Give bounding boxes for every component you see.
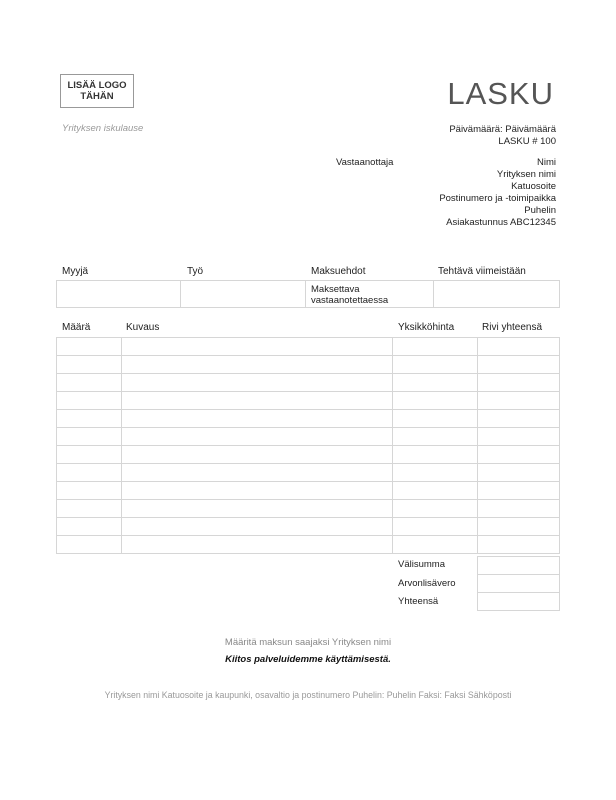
unit-price-cell[interactable]: [393, 410, 478, 428]
company-address-line: Yrityksen nimi Katuosoite ja kaupunki, osavaltio ja postinumero Puhelin: Puhelin Faksi: Faksi Sähköposti: [104, 690, 512, 700]
header-description: Kuvaus: [126, 322, 160, 333]
table-row: [57, 410, 560, 428]
invoice-date: Päivämäärä: Päivämäärä: [449, 124, 556, 135]
table-row: [57, 500, 560, 518]
quantity-cell[interactable]: [57, 392, 122, 410]
thanks-message: Kiitos palveluidemme käyttämisestä.: [225, 654, 391, 665]
line-total-cell[interactable]: [478, 518, 560, 536]
payment-terms-value: Maksettava vastaanotettaessa: [311, 284, 389, 306]
quantity-cell[interactable]: [57, 536, 122, 554]
quantity-cell[interactable]: [57, 464, 122, 482]
quantity-cell[interactable]: [57, 500, 122, 518]
recipient-label: Vastaanottaja: [336, 157, 394, 168]
total-label: Yhteensä: [398, 596, 439, 607]
description-cell[interactable]: [121, 536, 392, 554]
recipient-customer-id: Asiakastunnus ABC12345: [446, 217, 556, 228]
unit-price-cell[interactable]: [393, 500, 478, 518]
table-row: [57, 356, 560, 374]
table-row: [57, 446, 560, 464]
table-row: [57, 428, 560, 446]
description-cell[interactable]: [121, 356, 392, 374]
line-total-cell[interactable]: [478, 500, 560, 518]
line-total-cell[interactable]: [478, 446, 560, 464]
description-cell[interactable]: [121, 446, 392, 464]
description-cell[interactable]: [121, 410, 392, 428]
description-cell[interactable]: [121, 428, 392, 446]
line-total-cell[interactable]: [478, 392, 560, 410]
description-cell[interactable]: [121, 374, 392, 392]
line-total-cell[interactable]: [478, 338, 560, 356]
line-total-cell[interactable]: [478, 356, 560, 374]
header-payment-terms: Maksuehdot: [311, 266, 366, 277]
table-row: [57, 338, 560, 356]
header-due-date: Tehtävä viimeistään: [438, 266, 526, 277]
line-total-cell[interactable]: [478, 410, 560, 428]
line-total-cell[interactable]: [478, 464, 560, 482]
unit-price-cell[interactable]: [393, 356, 478, 374]
seller-cell[interactable]: [56, 280, 181, 308]
line-total-cell[interactable]: [478, 536, 560, 554]
quantity-cell[interactable]: [57, 518, 122, 536]
table-row: [57, 464, 560, 482]
quantity-cell[interactable]: [57, 338, 122, 356]
recipient-company: Yrityksen nimi: [496, 169, 556, 180]
line-total-cell[interactable]: [478, 482, 560, 500]
table-row: [57, 482, 560, 500]
subtotal-label: Välisumma: [398, 559, 445, 570]
header-unit-price: Yksikköhinta: [398, 322, 455, 333]
header-seller: Myyjä: [62, 266, 89, 277]
logo-text-line2: TÄHÄN: [80, 91, 114, 102]
description-cell[interactable]: [121, 338, 392, 356]
unit-price-cell[interactable]: [393, 446, 478, 464]
unit-price-cell[interactable]: [393, 374, 478, 392]
payment-note: Määritä maksun saajaksi Yrityksen nimi: [224, 637, 392, 648]
quantity-cell[interactable]: [57, 356, 122, 374]
recipient-name: Nimi: [537, 157, 556, 168]
table-row: [57, 374, 560, 392]
description-cell[interactable]: [121, 464, 392, 482]
job-cell[interactable]: [180, 280, 306, 308]
line-total-cell[interactable]: [478, 428, 560, 446]
invoice-title: LASKU: [447, 76, 554, 111]
unit-price-cell[interactable]: [393, 338, 478, 356]
description-cell[interactable]: [121, 500, 392, 518]
recipient-street: Katuosoite: [511, 181, 556, 192]
header-quantity: Määrä: [62, 322, 91, 333]
logo-text-line1: LISÄÄ LOGO: [67, 80, 127, 91]
table-row: [57, 518, 560, 536]
quantity-cell[interactable]: [57, 482, 122, 500]
quantity-cell[interactable]: [57, 428, 122, 446]
quantity-cell[interactable]: [57, 374, 122, 392]
total-value-cell[interactable]: [477, 592, 560, 611]
unit-price-cell[interactable]: [393, 428, 478, 446]
invoice-number: LASKU # 100: [498, 136, 556, 147]
tax-value-cell[interactable]: [477, 574, 560, 593]
unit-price-cell[interactable]: [393, 536, 478, 554]
recipient-phone: Puhelin: [524, 205, 556, 216]
tax-label: Arvonlisävero: [398, 578, 456, 589]
quantity-cell[interactable]: [57, 446, 122, 464]
header-line-total: Rivi yhteensä: [482, 322, 543, 333]
table-row: [57, 392, 560, 410]
line-total-cell[interactable]: [478, 374, 560, 392]
quantity-cell[interactable]: [57, 410, 122, 428]
description-cell[interactable]: [121, 392, 392, 410]
header-job: Työ: [187, 266, 204, 277]
logo-placeholder[interactable]: [60, 74, 134, 108]
description-cell[interactable]: [121, 518, 392, 536]
items-table: [56, 337, 560, 554]
unit-price-cell[interactable]: [393, 482, 478, 500]
company-slogan: Yrityksen iskulause: [62, 123, 144, 134]
subtotal-value-cell[interactable]: [477, 556, 560, 575]
description-cell[interactable]: [121, 482, 392, 500]
payment-terms-cell[interactable]: [305, 280, 434, 308]
table-row: [57, 536, 560, 554]
due-date-cell[interactable]: [433, 280, 560, 308]
unit-price-cell[interactable]: [393, 518, 478, 536]
unit-price-cell[interactable]: [393, 392, 478, 410]
unit-price-cell[interactable]: [393, 464, 478, 482]
recipient-postal: Postinumero ja -toimipaikka: [439, 193, 556, 204]
